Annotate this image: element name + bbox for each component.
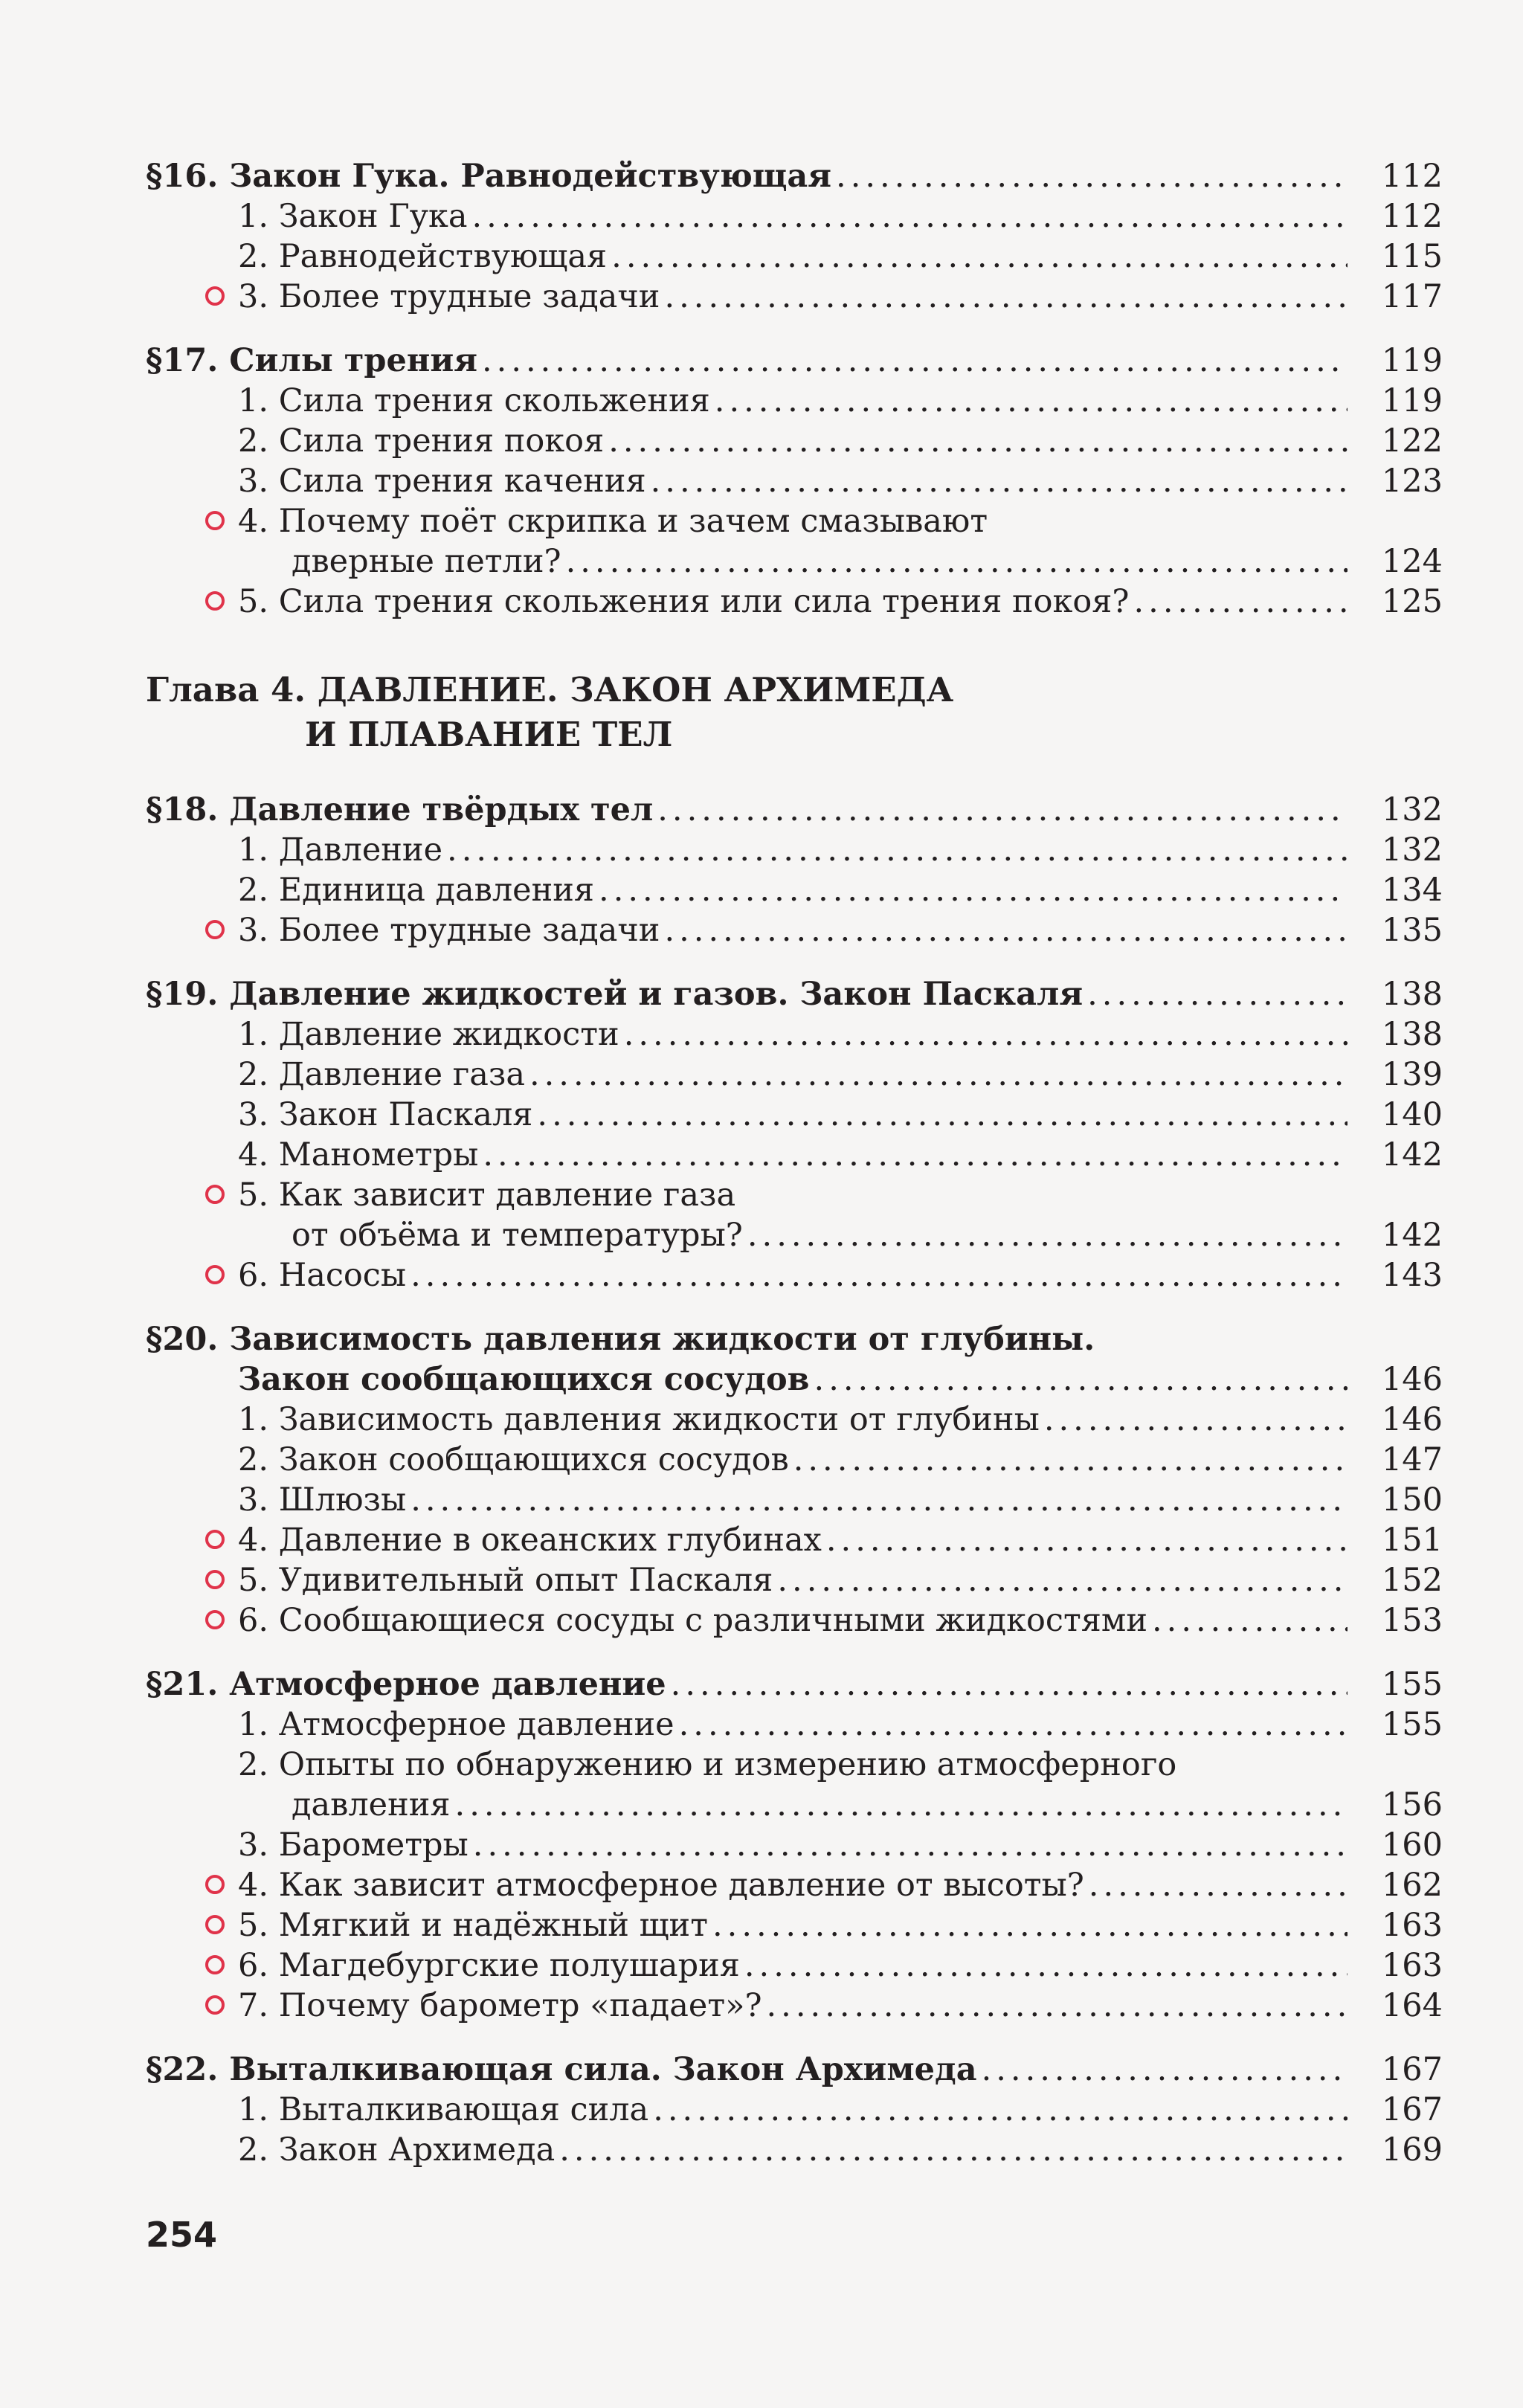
entry-title: Магдебургские полушария <box>278 1947 740 1984</box>
optional-topic-circle-icon <box>205 1995 225 2015</box>
page-ref: 153 <box>1381 1602 1443 1639</box>
section-title-cont: Закон сообщающихся сосудов <box>238 1361 810 1398</box>
page-ref: 138 <box>1381 1016 1443 1053</box>
toc-entry[interactable] <box>146 830 1443 870</box>
entry-title: Давление газа <box>278 1056 525 1093</box>
entry-number: 5. <box>238 1176 269 1214</box>
entry-title: Сила трения покоя <box>278 422 605 460</box>
page-ref: 163 <box>1381 1907 1443 1944</box>
section-number: §20. <box>146 1321 219 1358</box>
toc-entry[interactable] <box>146 1175 1443 1215</box>
page-ref: 146 <box>1381 1361 1443 1398</box>
section-title: Закон Гука. Равнодействующая <box>229 158 832 195</box>
section-17-heading[interactable] <box>146 341 1443 381</box>
page-ref: 147 <box>1381 1441 1443 1478</box>
dot-leader <box>767 1986 1347 2026</box>
dot-leader <box>651 461 1347 501</box>
entry-number: 4. <box>238 1136 269 1174</box>
page-ref: 119 <box>1381 382 1443 419</box>
page-ref: 123 <box>1381 463 1443 500</box>
entry-number: 5. <box>238 583 269 620</box>
entry-title: Зависимость давления жидкости от глубины <box>278 1401 1040 1438</box>
toc-entry[interactable] <box>146 381 1443 421</box>
toc-entry[interactable] <box>146 236 1443 277</box>
table-of-contents <box>146 156 1443 2170</box>
dot-leader <box>599 870 1347 910</box>
toc-entry[interactable] <box>146 1986 1443 2026</box>
page-ref: 112 <box>1381 198 1443 235</box>
toc-entry[interactable] <box>146 2130 1443 2170</box>
toc-entry[interactable] <box>146 1014 1443 1055</box>
dot-leader <box>793 1440 1347 1480</box>
dot-leader <box>671 1664 1347 1704</box>
toc-entry[interactable] <box>146 421 1443 461</box>
dot-leader <box>712 1905 1347 1945</box>
page-ref: 156 <box>1381 1786 1443 1823</box>
entry-title: Выталкивающая сила <box>278 2091 649 2128</box>
toc-entry[interactable] <box>146 277 1443 317</box>
dot-leader <box>410 1480 1347 1520</box>
dot-leader <box>537 1095 1347 1135</box>
entry-title: Почему поёт скрипка и зачем смазывают <box>278 503 988 540</box>
page-ref: 134 <box>1381 872 1443 909</box>
toc-entry[interactable] <box>146 1520 1443 1560</box>
entry-title: Шлюзы <box>278 1481 407 1519</box>
page-ref: 163 <box>1381 1947 1443 1984</box>
toc-entry-continuation[interactable] <box>146 541 1443 582</box>
entry-title: Закон Паскаля <box>278 1096 533 1133</box>
toc-entry[interactable] <box>146 1905 1443 1945</box>
entry-number: 1. <box>238 831 269 869</box>
entry-number: 2. <box>238 872 269 909</box>
optional-topic-circle-icon <box>205 1610 225 1629</box>
entry-title: Закон Гука <box>278 198 468 235</box>
section-20-heading[interactable] <box>146 1319 1443 1359</box>
entry-title-cont: давления <box>292 1786 451 1823</box>
dot-leader <box>777 1560 1347 1600</box>
entry-title-cont: от объёма и температуры? <box>292 1217 743 1254</box>
toc-entry[interactable] <box>146 1055 1443 1095</box>
dot-leader <box>826 1520 1347 1560</box>
entry-number: 1. <box>238 198 269 235</box>
page-ref: 143 <box>1381 1257 1443 1294</box>
page-ref: 135 <box>1381 912 1443 949</box>
entry-number: 4. <box>238 503 269 540</box>
page-ref: 150 <box>1381 1481 1443 1519</box>
dot-leader <box>836 156 1347 196</box>
page-ref: 164 <box>1381 1987 1443 2024</box>
entry-title: Сила трения скольжения <box>278 382 710 419</box>
optional-topic-circle-icon <box>205 1265 225 1284</box>
toc-entry-continuation[interactable] <box>146 1215 1443 1255</box>
section-title: Атмосферное давление <box>229 1666 666 1703</box>
section-title: Выталкивающая сила. Закон Архимеда <box>229 2051 977 2088</box>
entry-number: 1. <box>238 1706 269 1743</box>
page-ref: 112 <box>1381 158 1443 195</box>
entry-title: Давление в океанских глубинах <box>278 1522 822 1559</box>
entry-number: 3. <box>238 1826 269 1864</box>
dot-leader <box>715 381 1347 421</box>
dot-leader <box>483 1135 1347 1175</box>
entry-title: Более трудные задачи <box>278 912 660 949</box>
dot-leader <box>559 2130 1347 2170</box>
optional-topic-circle-icon <box>205 1530 225 1549</box>
toc-entry[interactable] <box>146 1440 1443 1480</box>
entry-title: Давление жидкости <box>278 1016 619 1053</box>
section-number: §22. <box>146 2051 219 2088</box>
section-16-heading[interactable] <box>146 156 1443 196</box>
entry-title: Мягкий и надёжный щит <box>278 1907 708 1944</box>
dot-leader <box>473 1825 1347 1865</box>
toc-entry[interactable] <box>146 1480 1443 1520</box>
entry-title: Сила трения качения <box>278 463 646 500</box>
optional-topic-circle-icon <box>205 1185 225 1204</box>
section-22-heading[interactable] <box>146 2050 1443 2090</box>
entry-number: 6. <box>238 1602 269 1639</box>
entry-title: Удивительный опыт Паскаля <box>278 1562 773 1599</box>
chapter-title-line2: И ПЛАВАНИЕ ТЕЛ <box>305 715 673 754</box>
entry-number: 1. <box>238 1401 269 1438</box>
page-ref: 138 <box>1381 976 1443 1013</box>
toc-entry[interactable] <box>146 196 1443 236</box>
toc-entry[interactable] <box>146 1255 1443 1295</box>
dot-leader <box>1087 974 1347 1014</box>
entry-title: Опыты по обнаружению и измерению атмосферного <box>278 1746 1177 1783</box>
section-title: Давление жидкостей и газов. Закон Паскаля <box>229 976 1084 1013</box>
entry-number: 3. <box>238 463 269 500</box>
section-19-heading[interactable] <box>146 974 1443 1014</box>
toc-entry[interactable] <box>146 1600 1443 1641</box>
chapter-4-heading[interactable] <box>146 668 1443 757</box>
chapter-title-line1: Глава 4. ДАВЛЕНИЕ. ЗАКОН АРХИМЕДА <box>146 670 954 709</box>
page-ref: 132 <box>1381 831 1443 869</box>
page-ref: 139 <box>1381 1056 1443 1093</box>
entry-title: Более трудные задачи <box>278 278 660 315</box>
dot-leader <box>1134 582 1348 622</box>
toc-entry[interactable] <box>146 1945 1443 1986</box>
page-ref: 132 <box>1381 791 1443 828</box>
dot-leader <box>611 236 1347 277</box>
page-ref: 151 <box>1381 1522 1443 1559</box>
dot-leader <box>410 1255 1347 1295</box>
section-20-heading-continuation[interactable] <box>146 1359 1443 1400</box>
entry-number: 6. <box>238 1947 269 1984</box>
section-21-heading[interactable] <box>146 1664 1443 1704</box>
dot-leader <box>1044 1400 1347 1440</box>
entry-number: 7. <box>238 1987 269 2024</box>
page-ref: 152 <box>1381 1562 1443 1599</box>
section-title: Силы трения <box>229 342 477 379</box>
dot-leader <box>608 421 1347 461</box>
optional-topic-circle-icon <box>205 511 225 530</box>
toc-entry[interactable] <box>146 461 1443 501</box>
dot-leader <box>482 341 1347 381</box>
page-ref: 125 <box>1381 583 1443 620</box>
dot-leader <box>747 1215 1347 1255</box>
toc-entry[interactable] <box>146 1745 1443 1785</box>
page-ref: 142 <box>1381 1136 1443 1174</box>
entry-number: 1. <box>238 382 269 419</box>
entry-title: Почему барометр «падает»? <box>278 1987 762 2024</box>
entry-number: 3. <box>238 1481 269 1519</box>
entry-number: 3. <box>238 278 269 315</box>
section-number: §21. <box>146 1666 219 1703</box>
entry-number: 2. <box>238 1441 269 1478</box>
dot-leader <box>679 1704 1347 1745</box>
toc-entry[interactable] <box>146 2090 1443 2130</box>
dot-leader <box>1152 1600 1347 1641</box>
dot-leader <box>529 1055 1347 1095</box>
toc-entry[interactable] <box>146 870 1443 910</box>
page-ref: 155 <box>1381 1706 1443 1743</box>
page-ref: 117 <box>1381 278 1443 315</box>
entry-title: Сообщающиеся сосуды с различными жидкостями <box>278 1602 1147 1639</box>
entry-title: Единица давления <box>278 872 595 909</box>
entry-title: Как зависит атмосферное давление от высоты? <box>278 1867 1084 1904</box>
page-ref: 167 <box>1381 2051 1443 2088</box>
entry-title: Атмосферное давление <box>278 1706 674 1743</box>
entry-number: 2. <box>238 1746 269 1783</box>
toc-entry[interactable] <box>146 1704 1443 1745</box>
optional-topic-circle-icon <box>205 1915 225 1934</box>
entry-title: Барометры <box>278 1826 469 1864</box>
dot-leader <box>472 196 1347 236</box>
page-ref: 155 <box>1381 1666 1443 1703</box>
entry-number: 3. <box>238 912 269 949</box>
toc-entry[interactable] <box>146 910 1443 950</box>
entry-number: 2. <box>238 1056 269 1093</box>
entry-number: 4. <box>238 1867 269 1904</box>
dot-leader <box>744 1945 1347 1986</box>
dot-leader <box>566 541 1347 582</box>
optional-topic-circle-icon <box>205 591 225 611</box>
entry-number: 6. <box>238 1257 269 1294</box>
dot-leader <box>455 1785 1347 1825</box>
section-18-heading[interactable] <box>146 790 1443 830</box>
entry-number: 2. <box>238 422 269 460</box>
entry-title: Насосы <box>278 1257 407 1294</box>
entry-title: Сила трения скольжения или сила трения покоя? <box>278 583 1130 620</box>
entry-number: 1. <box>238 1016 269 1053</box>
entry-number: 5. <box>238 1562 269 1599</box>
optional-topic-circle-icon <box>205 1570 225 1589</box>
section-number: §19. <box>146 976 219 1013</box>
toc-entry[interactable] <box>146 1400 1443 1440</box>
page-ref: 142 <box>1381 1217 1443 1254</box>
entry-title-cont: дверные петли? <box>292 543 561 580</box>
toc-entry[interactable] <box>146 1865 1443 1905</box>
page-ref: 146 <box>1381 1401 1443 1438</box>
entry-title: Манометры <box>278 1136 479 1174</box>
page-ref: 169 <box>1381 2131 1443 2169</box>
section-number: §16. <box>146 158 219 195</box>
page-number: 254 <box>146 2215 218 2255</box>
section-number: §17. <box>146 342 219 379</box>
entry-number: 1. <box>238 2091 269 2128</box>
section-title: Зависимость давления жидкости от глубины. <box>229 1321 1095 1358</box>
optional-topic-circle-icon <box>205 286 225 306</box>
section-title: Давление твёрдых тел <box>229 791 654 828</box>
dot-leader <box>447 830 1347 870</box>
page-ref: 167 <box>1381 2091 1443 2128</box>
optional-topic-circle-icon <box>205 1875 225 1894</box>
dot-leader <box>982 2050 1347 2090</box>
toc-entry[interactable] <box>146 582 1443 622</box>
optional-topic-circle-icon <box>205 920 225 939</box>
entry-number: 5. <box>238 1907 269 1944</box>
entry-number: 3. <box>238 1096 269 1133</box>
dot-leader <box>664 910 1347 950</box>
entry-title: Как зависит давление газа <box>278 1176 736 1214</box>
entry-number: 4. <box>238 1522 269 1559</box>
page-ref: 119 <box>1381 342 1443 379</box>
page-ref: 122 <box>1381 422 1443 460</box>
page-ref: 140 <box>1381 1096 1443 1133</box>
entry-title: Закон сообщающихся сосудов <box>278 1441 789 1478</box>
toc-entry[interactable] <box>146 1135 1443 1175</box>
dot-leader <box>664 277 1347 317</box>
dot-leader <box>624 1014 1347 1055</box>
dot-leader <box>1089 1865 1347 1905</box>
toc-entry[interactable] <box>146 1825 1443 1865</box>
optional-topic-circle-icon <box>205 1955 225 1974</box>
page-ref: 160 <box>1381 1826 1443 1864</box>
dot-leader <box>657 790 1347 830</box>
page-ref: 124 <box>1381 543 1443 580</box>
toc-entry[interactable] <box>146 501 1443 541</box>
entry-title: Давление <box>278 831 443 869</box>
dot-leader <box>814 1359 1347 1400</box>
entry-number: 2. <box>238 238 269 275</box>
entry-title: Равнодействующая <box>278 238 608 275</box>
toc-entry[interactable] <box>146 1560 1443 1600</box>
page-ref: 162 <box>1381 1867 1443 1904</box>
entry-number: 2. <box>238 2131 269 2169</box>
page-ref: 115 <box>1381 238 1443 275</box>
toc-entry-continuation[interactable] <box>146 1785 1443 1825</box>
section-number: §18. <box>146 791 219 828</box>
dot-leader <box>653 2090 1347 2130</box>
toc-entry[interactable] <box>146 1095 1443 1135</box>
entry-title: Закон Архимеда <box>278 2131 556 2169</box>
